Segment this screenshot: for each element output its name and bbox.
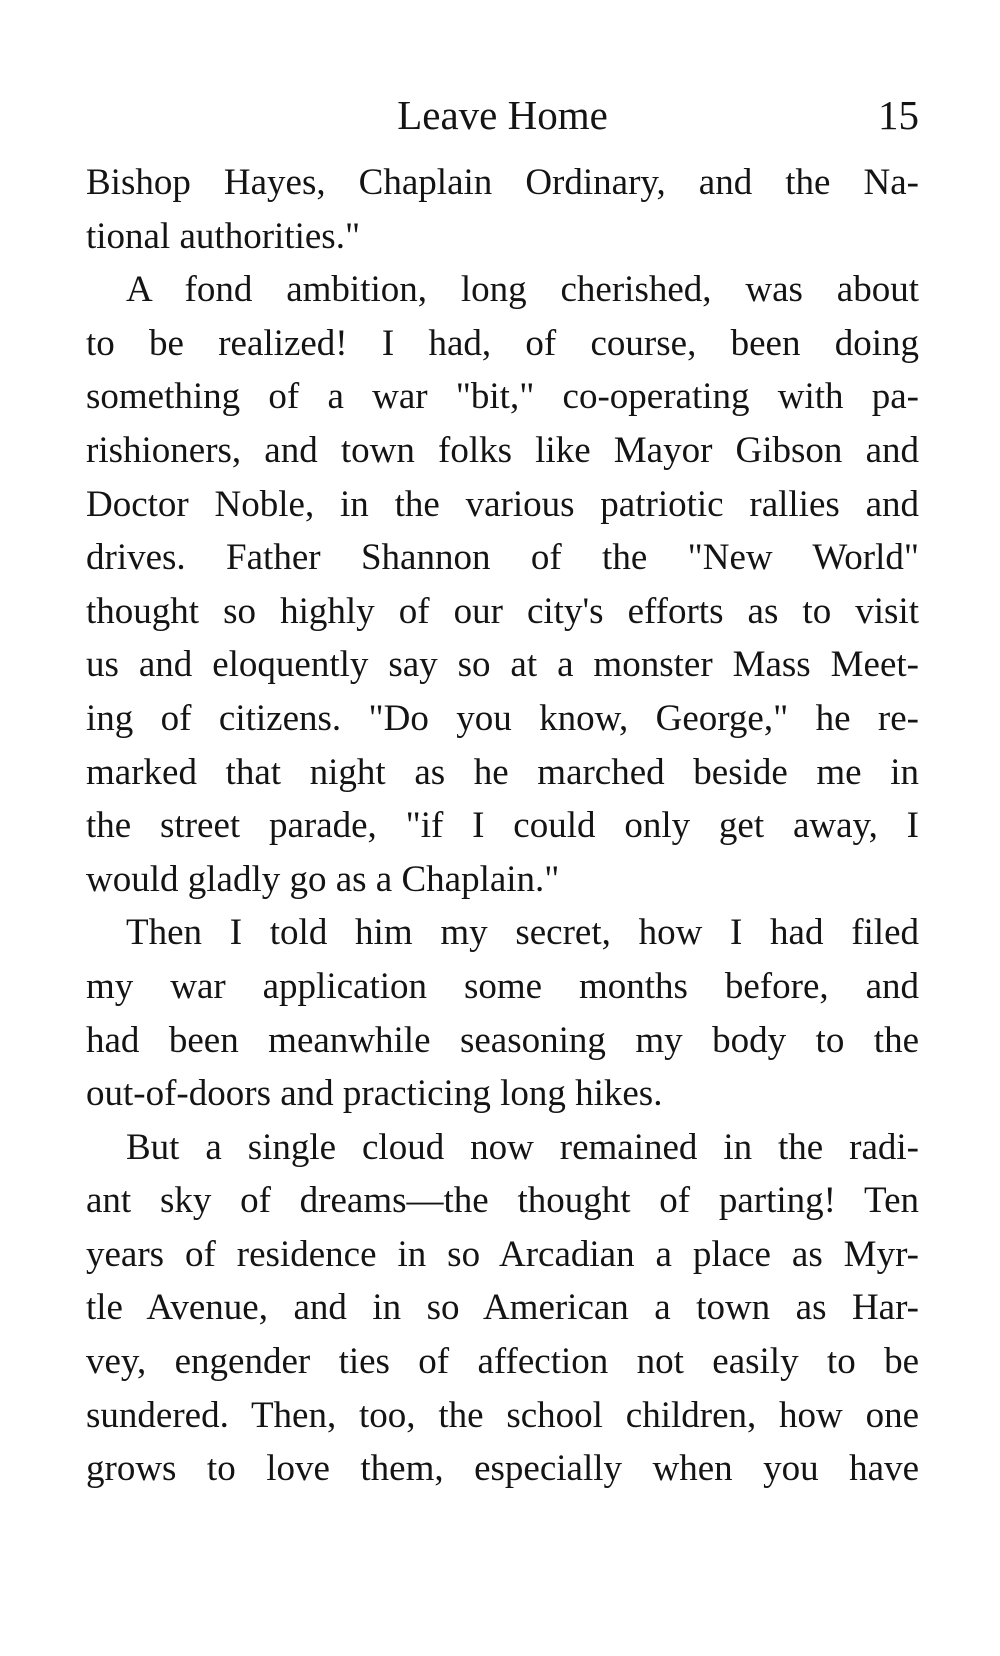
paragraph	[86, 263, 919, 906]
text-line: the street parade, "if I could only get away, I	[86, 805, 919, 847]
running-title: Leave Home	[397, 92, 608, 138]
text-line: out-of-doors and practicing long hikes.	[86, 1073, 663, 1115]
text-line: us and eloquently say so at a monster Mass Meet-	[86, 644, 919, 686]
text-line: would gladly go as a Chaplain."	[86, 858, 560, 900]
text-line: sundered. Then, too, the school children, how one	[86, 1394, 919, 1436]
text-line: But a single cloud now remained in the radi-	[126, 1126, 919, 1168]
text-line: to be realized! I had, of course, been doing	[86, 322, 919, 364]
paragraph	[86, 1121, 919, 1496]
text-line: Bishop Hayes, Chaplain Ordinary, and the Na-	[86, 162, 919, 203]
text-line: A fond ambition, long cherished, was about	[126, 269, 919, 311]
text-line: my war application some months before, and	[86, 965, 919, 1007]
text-line: tional authorities."	[86, 215, 361, 257]
text-line: tle Avenue, and in so American a town as Har-	[86, 1287, 919, 1329]
paragraph-continued	[86, 156, 919, 263]
text-line: Doctor Noble, in the various patriotic rallies and	[86, 483, 919, 525]
text-line: marked that night as he marched beside me in	[86, 751, 919, 793]
body-text	[86, 156, 919, 1496]
paragraph	[86, 906, 919, 1120]
text-line: ing of citizens. "Do you know, George," he re-	[86, 697, 919, 739]
text-line: Then I told him my secret, how I had filed	[126, 912, 919, 954]
text-line: ant sky of dreams—the thought of parting! Ten	[86, 1180, 919, 1222]
text-line: vey, engender ties of affection not easily to be	[86, 1341, 919, 1383]
text-line: rishioners, and town folks like Mayor Gibson and	[86, 429, 919, 471]
text-line: thought so highly of our city's efforts as to visit	[86, 590, 919, 632]
text-line: had been meanwhile seasoning my body to the	[86, 1019, 919, 1061]
page-number: 15	[878, 92, 919, 138]
text-line: grows to love them, especially when you have	[86, 1448, 919, 1490]
running-head	[86, 85, 919, 145]
text-line: something of a war "bit," co-operating with pa-	[86, 376, 919, 418]
text-line: drives. Father Shannon of the "New World"	[86, 537, 919, 579]
text-line: years of residence in so Arcadian a place as Myr-	[86, 1233, 919, 1275]
